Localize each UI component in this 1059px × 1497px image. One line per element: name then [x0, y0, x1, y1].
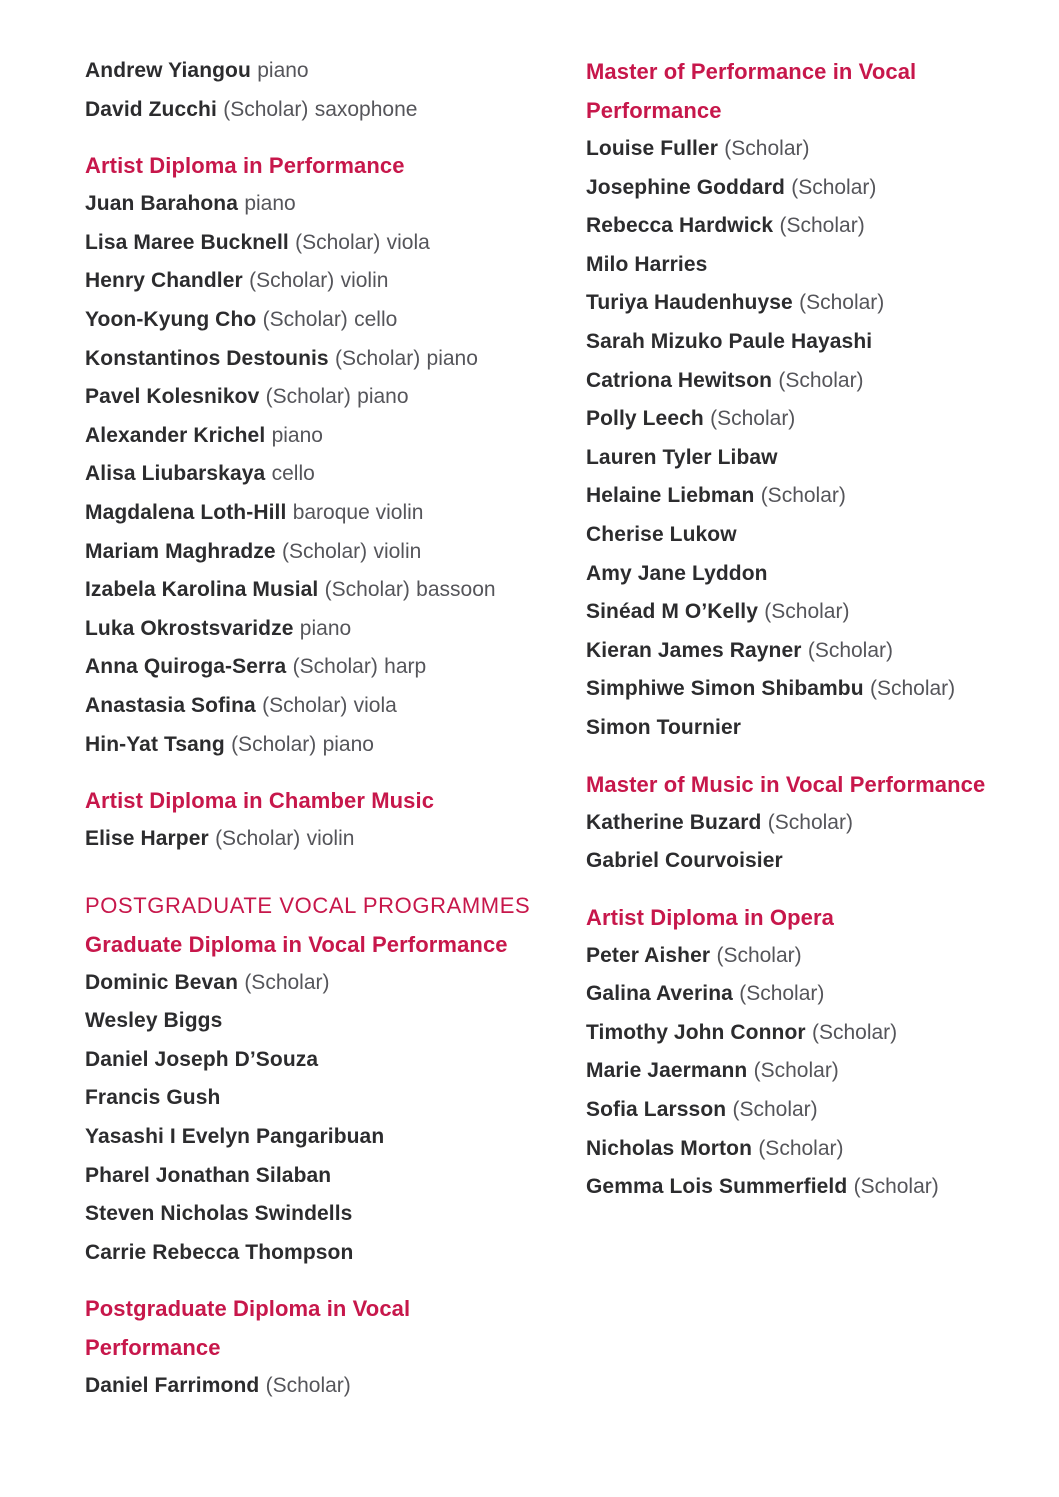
person-entry [586, 477, 999, 516]
instrument-label: viola [353, 693, 397, 717]
person-entry [85, 340, 545, 379]
person-name: Elise Harper [85, 827, 209, 851]
scholar-label: (Scholar) [265, 1374, 351, 1398]
person-entry [586, 207, 999, 246]
person-entry [85, 687, 545, 726]
person-entry [586, 1130, 999, 1169]
instrument-label: violin [373, 539, 422, 563]
person-name: Francis Gush [85, 1086, 221, 1110]
instrument-label: bassoon [416, 578, 496, 602]
scholar-label: (Scholar) [869, 677, 956, 701]
person-entry [586, 804, 999, 843]
scholar-label: (Scholar) [223, 97, 309, 121]
person-name: Daniel Farrimond [85, 1374, 260, 1398]
person-entry [85, 964, 545, 1003]
section-heading: Graduate Diploma in Vocal Performance [85, 931, 508, 957]
person-name: Gemma Lois Summerfield [586, 1175, 848, 1199]
person-entry [586, 709, 999, 748]
person-entry [85, 224, 545, 263]
person-entry [586, 400, 999, 439]
programme-section [586, 765, 999, 881]
instrument-label: baroque violin [292, 500, 424, 524]
person-entry [85, 1002, 545, 1041]
instrument-label: piano [271, 423, 323, 447]
instrument-label: cello [271, 462, 315, 486]
section-heading: Postgraduate Diploma in Vocal Performance [85, 1296, 411, 1361]
person-name: Amy Jane Lyddon [586, 561, 768, 585]
person-entry [85, 185, 545, 224]
person-entry [85, 1118, 545, 1157]
programme-section [85, 1289, 545, 1406]
person-name: Yasashi I Evelyn Pangaribuan [85, 1125, 385, 1149]
person-entry [85, 820, 545, 859]
person-name: Mariam Maghradze [85, 539, 276, 563]
instrument-label: viola [386, 230, 430, 254]
person-name: Josephine Goddard [586, 175, 785, 199]
person-entry [85, 1195, 545, 1234]
scholar-label: (Scholar) [710, 407, 796, 431]
scholar-label: (Scholar) [799, 291, 885, 315]
person-name: Kieran James Rayner [586, 638, 802, 662]
person-name: Konstantinos Destounis [85, 346, 329, 370]
scholar-label: (Scholar) [760, 484, 846, 508]
person-name: Pharel Jonathan Silaban [85, 1163, 332, 1187]
person-entry [586, 975, 999, 1014]
person-name: Alexander Krichel [85, 423, 266, 447]
person-entry [586, 842, 999, 881]
person-name: Alisa Liubarskaya [85, 462, 266, 486]
scholar-label: (Scholar) [758, 1136, 844, 1160]
scholar-label: (Scholar) [853, 1175, 939, 1199]
person-name: Simon Tournier [586, 715, 742, 739]
scholar-label: (Scholar) [292, 655, 378, 679]
instrument-label: violin [306, 827, 355, 851]
person-entry [85, 378, 545, 417]
scholar-label: (Scholar) [335, 346, 421, 370]
person-name: Steven Nicholas Swindells [85, 1202, 353, 1226]
column-left [85, 52, 545, 1497]
person-name: Gabriel Courvoisier [586, 849, 783, 873]
person-entry [586, 169, 999, 208]
person-entry [586, 130, 999, 169]
person-entry [85, 455, 545, 494]
person-name: Marie Jaermann [586, 1059, 748, 1083]
person-name: Yoon-Kyung Cho [85, 307, 257, 331]
instrument-label: piano [244, 192, 296, 216]
person-entry [85, 726, 545, 765]
scholar-label: (Scholar) [732, 1098, 818, 1122]
person-entry [85, 494, 545, 533]
person-name: Luka Okrostsvaridze [85, 616, 294, 640]
person-entry [85, 301, 545, 340]
person-name: Turiya Haudenhuyse [586, 291, 793, 315]
scholar-label: (Scholar) [724, 137, 810, 160]
person-entry [586, 323, 999, 362]
person-entry [586, 439, 999, 478]
section-heading: Artist Diploma in Chamber Music [85, 788, 435, 814]
scholar-label: (Scholar) [281, 539, 368, 563]
person-entry [85, 91, 545, 130]
instrument-label: cello [354, 307, 398, 331]
person-name: Juan Barahona [85, 192, 239, 216]
person-name: Henry Chandler [85, 269, 243, 293]
person-entry [85, 1367, 545, 1406]
person-name: Izabela Karolina Musial [85, 578, 319, 602]
person-entry [586, 284, 999, 323]
scholar-label: (Scholar) [716, 943, 802, 967]
person-name: Andrew Yiangou [85, 59, 251, 82]
person-name: Magdalena Loth-Hill [85, 500, 287, 524]
person-entry [586, 362, 999, 401]
column-right [586, 52, 999, 1497]
person-entry [586, 1168, 999, 1207]
person-name: Daniel Joseph D’Souza [85, 1047, 319, 1071]
instrument-label: piano [322, 732, 374, 756]
section-heading: Master of Music in Vocal Performance [586, 771, 986, 797]
section-overline: POSTGRADUATE VOCAL PROGRAMMES [85, 892, 531, 918]
person-entry [586, 593, 999, 632]
person-entry [586, 937, 999, 976]
person-name: Sinéad M O’Kelly [586, 600, 758, 624]
person-name: Polly Leech [586, 407, 704, 431]
scholar-label: (Scholar) [265, 385, 351, 409]
scholar-label: (Scholar) [779, 214, 865, 238]
person-name: Sofia Larsson [586, 1098, 727, 1122]
scholar-label: (Scholar) [807, 638, 894, 662]
programme-section [85, 52, 545, 129]
scholar-label: (Scholar) [764, 600, 850, 624]
scholar-label: (Scholar) [811, 1020, 898, 1044]
person-name: Anna Quiroga-Serra [85, 655, 287, 679]
scholar-label: (Scholar) [262, 693, 348, 717]
scholar-label: (Scholar) [244, 970, 330, 994]
person-name: Carrie Rebecca Thompson [85, 1240, 354, 1264]
scholar-label: (Scholar) [767, 810, 853, 834]
instrument-label: harp [384, 655, 427, 679]
section-heading: Artist Diploma in Performance [85, 153, 405, 179]
person-name: Louise Fuller [586, 137, 718, 160]
programme-section [85, 146, 545, 764]
person-name: Nicholas Morton [586, 1136, 753, 1160]
person-entry [85, 1041, 545, 1080]
person-entry [586, 670, 999, 709]
scholar-label: (Scholar) [778, 368, 864, 392]
section-heading: Master of Performance in Vocal Performance [586, 59, 917, 123]
scholar-label: (Scholar) [262, 307, 348, 331]
programme-section [85, 781, 545, 859]
programme-section [586, 52, 999, 748]
person-name: Pavel Kolesnikov [85, 385, 260, 409]
person-entry [85, 1234, 545, 1273]
scholar-label: (Scholar) [215, 827, 301, 851]
person-entry [586, 632, 999, 671]
scholar-label: (Scholar) [231, 732, 317, 756]
person-entry [586, 1052, 999, 1091]
person-name: Helaine Liebman [586, 484, 755, 508]
person-entry [586, 1091, 999, 1130]
person-name: Wesley Biggs [85, 1009, 223, 1033]
scholar-label: (Scholar) [739, 982, 825, 1006]
instrument-label: violin [340, 269, 389, 293]
person-entry [85, 610, 545, 649]
person-name: Catriona Hewitson [586, 368, 773, 392]
instrument-label: piano [257, 59, 309, 82]
person-name: Peter Aisher [586, 943, 711, 967]
person-name: Cherise Lukow [586, 522, 737, 546]
person-name: Katherine Buzard [586, 810, 762, 834]
person-entry [85, 648, 545, 687]
person-name: Hin-Yat Tsang [85, 732, 225, 756]
person-entry [85, 52, 545, 91]
section-heading: Artist Diploma in Opera [586, 904, 835, 930]
instrument-label: piano [299, 616, 352, 640]
person-name: Rebecca Hardwick [586, 214, 774, 238]
person-name: David Zucchi [85, 97, 217, 121]
programme-section [85, 886, 545, 1273]
person-name: Dominic Bevan [85, 970, 239, 994]
person-entry [85, 533, 545, 572]
person-entry [586, 516, 999, 555]
scholar-label: (Scholar) [295, 230, 381, 254]
person-name: Lauren Tyler Libaw [586, 445, 778, 469]
scholar-label: (Scholar) [791, 175, 877, 199]
person-entry [85, 571, 545, 610]
person-name: Timothy John Connor [586, 1020, 806, 1044]
person-name: Galina Averina [586, 982, 733, 1006]
instrument-label: saxophone [314, 97, 418, 121]
person-name: Simphiwe Simon Shibambu [586, 677, 864, 701]
scholar-label: (Scholar) [753, 1059, 839, 1083]
person-entry [85, 417, 545, 456]
scholar-label: (Scholar) [324, 578, 410, 602]
person-entry [85, 262, 545, 301]
person-name: Anastasia Sofina [85, 693, 256, 717]
person-entry [85, 1079, 545, 1118]
person-entry [85, 1157, 545, 1196]
programme-section [586, 898, 999, 1207]
scholar-label: (Scholar) [249, 269, 335, 293]
person-name: Lisa Maree Bucknell [85, 230, 289, 254]
person-entry [586, 246, 999, 285]
person-name: Milo Harries [586, 252, 708, 276]
person-name: Sarah Mizuko Paule Hayashi [586, 329, 873, 353]
instrument-label: piano [426, 346, 478, 370]
instrument-label: piano [357, 385, 409, 409]
person-entry [586, 1014, 999, 1053]
person-entry [586, 555, 999, 594]
